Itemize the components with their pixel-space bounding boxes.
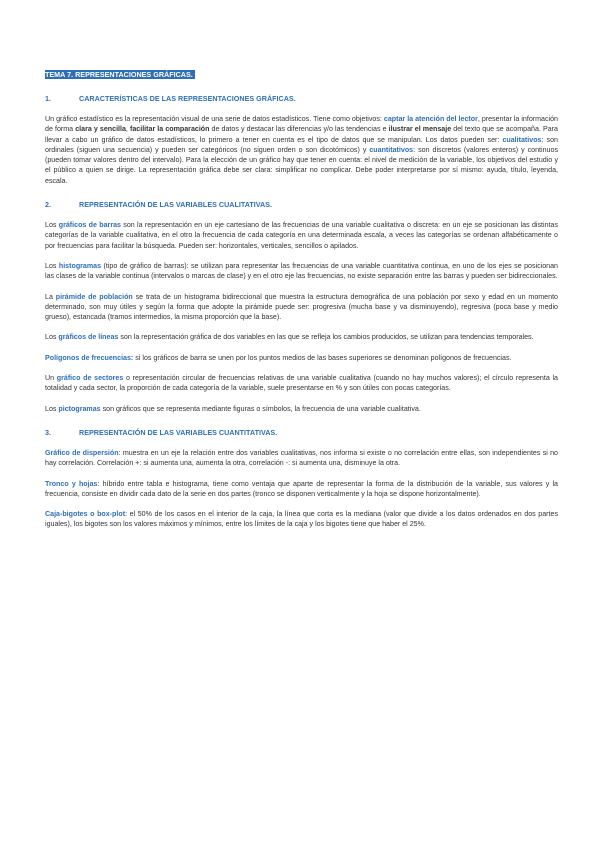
paragraph-lineas: Los gráficos de líneas son la representación gráfica de dos variables en las que se refleja los cambios producidos, se utilizan para tendencias temporales. [45, 333, 534, 342]
paragraph-caja-bigotes: Caja-bigotes o box-plot: el 50% de los casos en el interior de la caja, la línea que corta es la mediana (valor que divide a los datos ordenados en dos partes iguales), los bigotes son los valores máximos y mínimos, entre los límites de la caja y los bigotes tiene que haber el 25%. [45, 510, 558, 529]
section-3-heading [45, 428, 558, 437]
section-2-heading [45, 200, 558, 209]
section-number: 3. [45, 427, 51, 437]
section-number: 2. [45, 200, 51, 210]
paragraph-piramide: La pirámide de población se trata de un histograma bidireccional que muestra la estructura demográfica de una población por sexo y edad en un momento determinado, son muy útiles y según la forma que adopte la pirámide puede ser: progresiva (mucha base y va disminuyendo), regresiva (poca base y medio grueso), estancada (tramos intermedios, la misma proporción que la base). [45, 292, 558, 322]
paragraph-histogramas: Los histogramas (tipo de gráfico de barras): se utilizan para representar las frecuencias de una variable cuantitativa continua, en uno de los ejes se posicionan las clases de la variable continua (intervalos o marcas de clase) y en el otro eje las frecuencias, no existe separación entre las barras y pueden ser bidireccionales. [45, 261, 558, 281]
document-title: TEMA 7. REPRESENTACIONES GRÁFICAS. [45, 70, 193, 79]
paragraph-dispersion: Gráfico de dispersión: muestra en un eje la relación entre dos variables cualitativas, nos informa si existe o no correlación entre ellas, son independientes si no hay correlación. Correlación +: si aumenta una, aumenta la otra, correlación -: si aumenta una, disminuye la otra. [45, 448, 558, 468]
section-title: REPRESENTACIÓN DE LAS VARIABLES CUANTITATIVAS. [79, 427, 278, 437]
section-1-heading [45, 94, 558, 103]
paragraph-barras: Los gráficos de barras son la representación en un eje cartesiano de las frecuencias de una variable cualitativa o discreta: en un eje se posicionan las distintas categorías de la variable cualitativa, en el otro la frecuencia de cada categoría en una determinada escala, a veces las categorías se ordenan alfabéticamente o por frecuencias para facilitar la búsqueda. Pueden ser: horizontales, verticales, sencillos o apilados. [45, 221, 558, 250]
paragraph-poligonos: Polígonos de frecuencias: si los gráficos de barra se unen por los puntos medios de las bases superiores se denominan polígonos de frecuencias. [45, 353, 512, 362]
paragraph-pictogramas: Los pictogramas son gráficos que se representa mediante figuras o símbolos, la frecuencia de una variable cualitativa. [45, 404, 421, 413]
document-page [45, 70, 558, 540]
paragraph-tronco-hojas: Tronco y hojas: híbrido entre tabla e histograma, tiene como ventaja que aparte de representar la forma de la distribución de la variable, sus valores y la frecuencia, consiste en dividir cada dato de la serie en dos partes (tronco se disponen verticalmente y la hoja se dispone horizontalmente). [45, 479, 559, 498]
paragraph-sectores: Un gráfico de sectores o representación circular de frecuencias relativas de una variable cualitativa (cuando no hay muchos valores); el círculo representa la totalidad y cada sector, la proporción de cada categoría de la variable, suele presentarse en % y son útiles con pocas categorías. [45, 374, 558, 393]
section-title: REPRESENTACIÓN DE LAS VARIABLES CUALITATIVAS. [79, 200, 273, 210]
section-title: CARACTERÍSTICAS DE LAS REPRESENTACIONES GRÁFICAS. [79, 94, 296, 103]
section-number: 1. [45, 94, 51, 103]
paragraph-caracteristicas: Un gráfico estadístico es la representación visual de una serie de datos estadísticos. Tiene como objetivos: captar la atención del lector, presentar la información de forma clara y sencilla, facilitar la comparación de datos y destacar las diferencias y/o las tendencias e ilustrar el mensaje del texto que se acompaña. Para llevar a cabo un gráfico de datos estadísticos, lo primero a tener en cuenta es el tipo de datos que se manipulan. Los datos pueden ser: cualitativos: son ordinales (siguen una secuencia) y pueden ser categóricos (no siguen orden o son dicotómicos) y cuantitativos: son discretos (valores enteros) y continuos (pueden tomar valores dentro del intervalo). Para la elección de un gráfico hay que tener en cuenta: el nivel de medición de la variable, los objetivos del estudio y el público a quien se dirige. La representación gráfica debe ser clara: simplificar no complicar. Debe poder interpretarse por sí mismo: ayuda, título, leyenda, escala. [45, 115, 559, 185]
